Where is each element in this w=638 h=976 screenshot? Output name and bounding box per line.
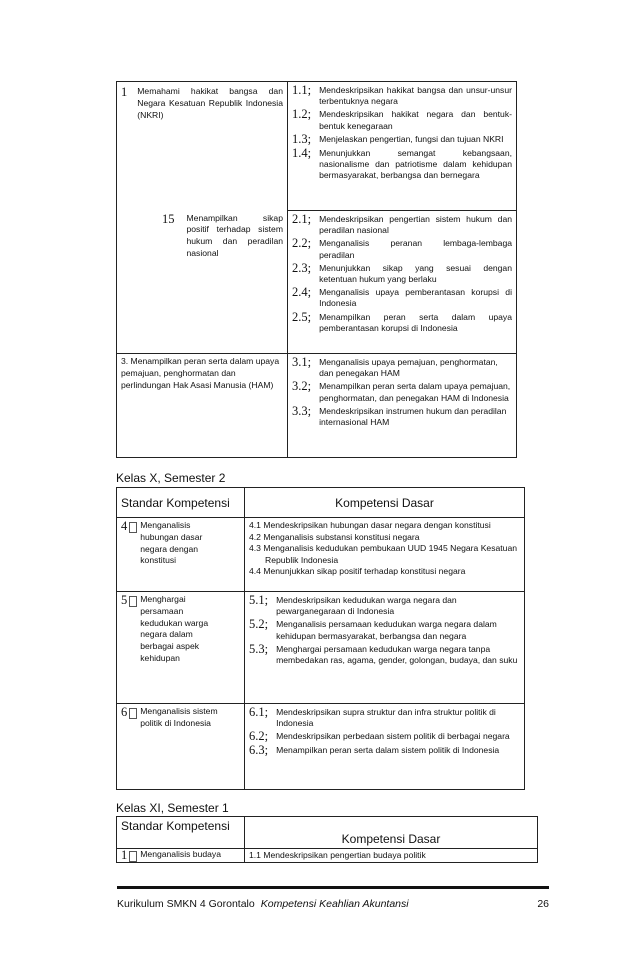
kd-item: 2.5; Menampilkan peran serta dalam upaya pemberantasan korupsi di Indonesia <box>292 309 512 333</box>
kd-item: 5.2; Menganalisis persamaan kedudukan warga negara dalam kehidupan bermasyarakat, berbangsa dan negara <box>249 617 497 641</box>
kd-item: 4.3 Menganalisis kedudukan pembukaan UUD 1945 Negara Kesatuan Republik Indonesia <box>249 543 518 565</box>
page-footer <box>117 898 549 910</box>
sk-number: 1 <box>121 848 128 862</box>
kd-cell <box>288 211 517 354</box>
footer-divider <box>117 886 549 889</box>
table-row <box>117 82 517 211</box>
sk-cell <box>117 82 288 211</box>
header-sk: Standar Kompetensi <box>117 817 245 849</box>
kd-item: 5.3; Menghargai persamaan kedudukan warga negara tanpa membedakan ras, agama, gender, golongan, budaya, dan suku <box>249 641 518 666</box>
sk-box-icon <box>129 596 137 607</box>
competency-table-2 <box>116 487 525 790</box>
kd-cell <box>245 704 525 790</box>
kd-item: 2.4; Menganalisis upaya pemberantasan korupsi di Indonesia <box>292 285 512 309</box>
sk-box-icon <box>129 522 137 533</box>
kd-item: 2.2; Menganalisis peranan lembaga-lembaga peradilan <box>292 236 512 260</box>
competency-table-3 <box>116 816 538 863</box>
header-kd: Kompetensi Dasar <box>245 488 525 518</box>
kd-item: 4.4 Menunjukkan sikap positif terhadap konstitusi negara <box>249 566 466 576</box>
table-row <box>117 518 525 592</box>
kd-item: 3.3; Mendeskripsikan instrumen hukum dan peradilan internasional HAM <box>292 403 507 428</box>
sk-cell <box>117 518 245 592</box>
table-row <box>117 354 517 458</box>
competency-table-1 <box>116 81 517 458</box>
kd-cell <box>288 354 517 458</box>
table-row <box>117 592 525 704</box>
table-row <box>117 704 525 790</box>
section-title: Kelas XI, Semester 1 <box>116 801 229 815</box>
sk-cell <box>117 592 245 704</box>
kd-cell <box>245 592 525 704</box>
sk-number: 15 <box>162 211 175 226</box>
page-number: 26 <box>537 898 549 910</box>
kd-item: 1.3; Menjelaskan pengertian, fungsi dan tujuan NKRI <box>292 131 504 146</box>
footer-curriculum: Kurikulum SMKN 4 Gorontalo <box>117 898 255 910</box>
kd-item: 1.1; Mendeskripsikan hakikat bangsa dan unsur-unsur terbentuknya negara <box>292 83 512 107</box>
kd-item: 4.1 Mendeskripsikan hubungan dasar negara dengan konstitusi <box>249 520 491 530</box>
kd-item: 3.1; Menganalisis upaya pemajuan, penghormatan, dan penegakan HAM <box>292 355 498 379</box>
sk-number: 1 <box>121 85 128 99</box>
sk-text: Menganalisis sistem politik di Indonesia <box>140 706 218 728</box>
sk-text: Menganalisis hubungan dasar negara dengan konstitusi <box>140 520 203 566</box>
kd-cell: 1.1 Mendeskripsikan pengertian budaya politik <box>245 849 538 863</box>
table-row <box>117 849 538 863</box>
kd-item: 6.3; Menampilkan peran serta dalam sistem politik di Indonesia <box>249 743 500 758</box>
kd-cell <box>288 82 517 211</box>
sk-text: Menganalisis budaya <box>140 849 221 859</box>
sk-cell <box>117 849 245 863</box>
kd-item: 1.4; Menunjukkan semangat kebangsaan, nasionalisme dan patriotisme dalam kehidupan bermasyarakat, berbangsa dan bernegara <box>292 145 512 181</box>
section-title: Kelas X, Semester 2 <box>116 471 226 485</box>
sk-box-icon <box>129 708 137 719</box>
header-sk: Standar Kompetensi <box>117 488 245 518</box>
sk-text: 3. Menampilkan peran serta dalam upaya pemajuan, penghormatan dan perlindungan Hak Asasi Manusia (HAM) <box>121 356 280 390</box>
kd-cell <box>245 518 525 592</box>
table-row <box>117 211 517 354</box>
sk-number: 6 <box>121 705 128 719</box>
sk-cell <box>117 704 245 790</box>
sk-cell <box>117 354 288 458</box>
kd-item: 2.1; Mendeskripsikan pengertian sistem hukum dan peradilan nasional <box>292 212 512 236</box>
kd-item: 4.2 Menganalisis substansi konstitusi negara <box>249 531 420 542</box>
sk-text: Menghargai persamaan kedudukan warga negara dalam berbagai aspek kehidupan <box>140 594 209 663</box>
sk-number: 4 <box>121 519 128 533</box>
kd-item: 1.2; Mendeskripsikan hakikat negara dan bentuk-bentuk kenegaraan <box>292 107 512 131</box>
footer-program: Kompetensi Keahlian Akuntansi <box>260 898 409 910</box>
header-kd: Kompetensi Dasar <box>245 817 538 849</box>
sk-box-icon <box>129 851 137 862</box>
kd-item: 6.2; Mendeskripsikan perbedaan sistem politik di berbagai negara <box>249 729 510 744</box>
kd-item: 2.3; Menunjukkan sikap yang sesuai dengan ketentuan hukum yang berlaku <box>292 260 512 285</box>
kd-item: 6.1; Mendeskripsikan supra struktur dan infra struktur politik di Indonesia <box>249 705 496 729</box>
sk-number: 5 <box>121 593 128 607</box>
sk-text: Menampilkan sikap positif terhadap sistem hukum dan peradilan nasional <box>186 212 283 258</box>
table-header-row <box>117 817 538 849</box>
sk-text: Memahami hakikat bangsa dan Negara Kesatuan Republik Indonesia (NKRI) <box>137 86 283 120</box>
sk-cell <box>117 211 288 354</box>
kd-item: 5.1; Mendeskripsikan kedudukan warga negara dan pewarganegaraan di Indonesia <box>249 593 457 617</box>
table-header-row <box>117 488 525 518</box>
kd-item: 3.2; Menampilkan peran serta dalam upaya pemajuan, penghormatan, dan penegakan HAM di Indonesia <box>292 379 511 403</box>
